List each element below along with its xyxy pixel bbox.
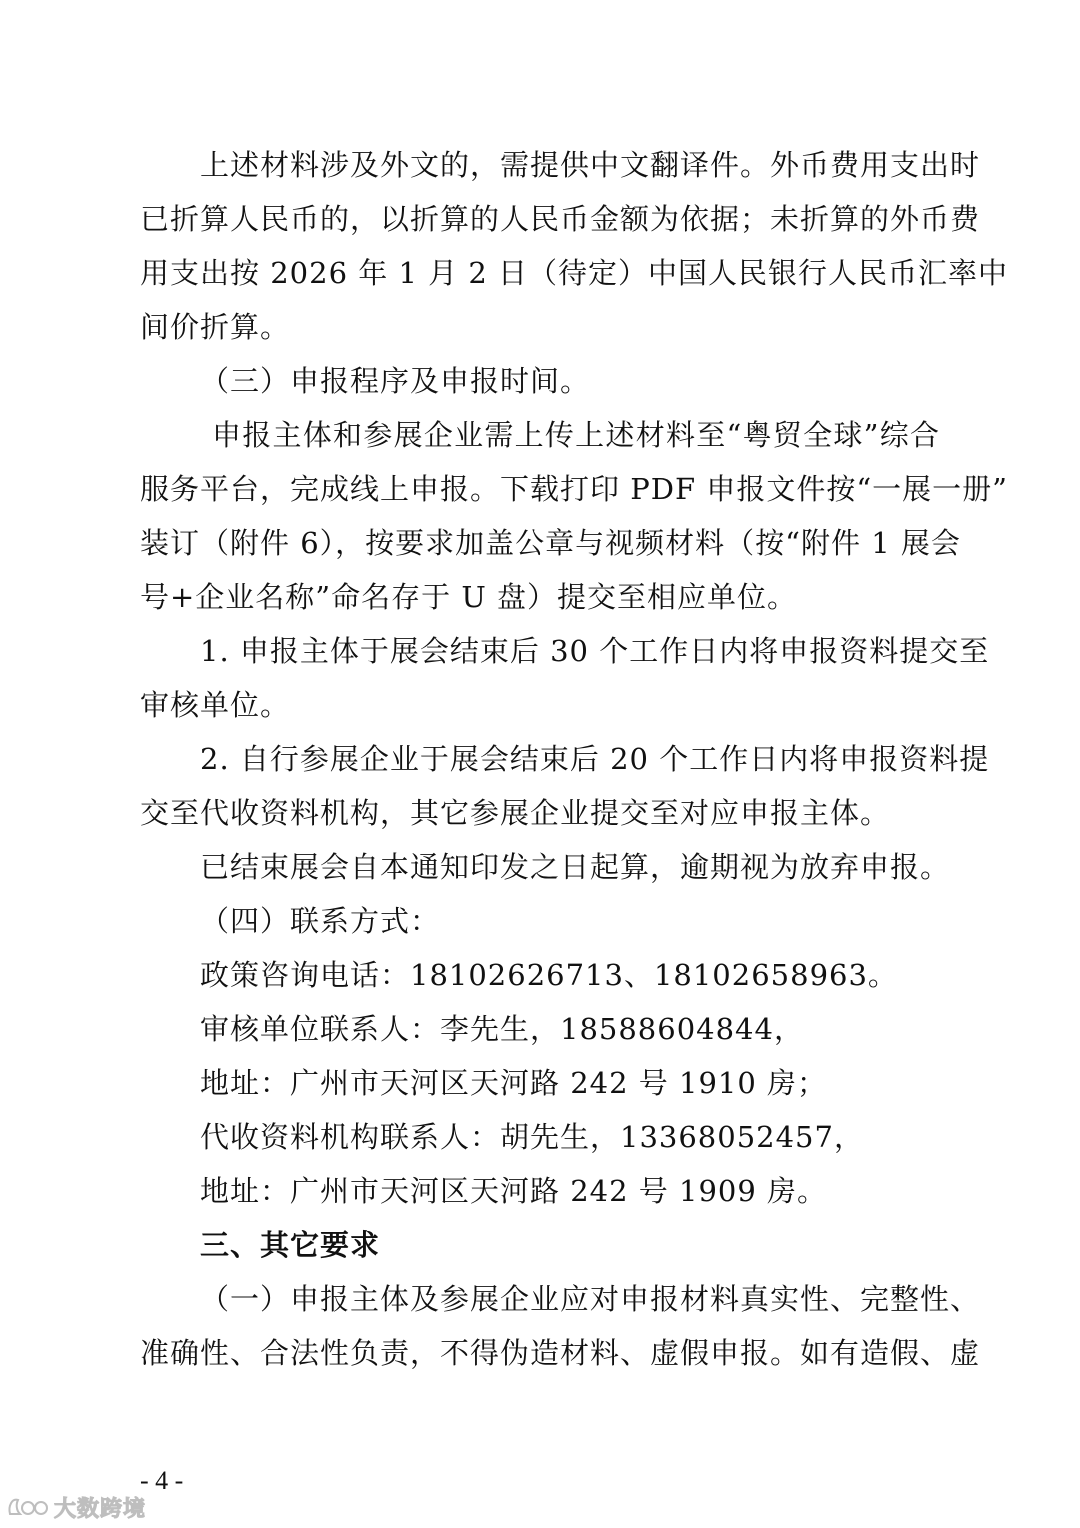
list-item: 2. 自行参展企业于展会结束后 20 个工作日内将申报资料提 [200, 742, 990, 776]
watermark-text: 大数跨境 [54, 1496, 147, 1522]
section-subheading: （四）联系方式： [200, 904, 441, 938]
contact-collection-agency: 代收资料机构联系人：胡先生，13368052457， [200, 1120, 864, 1154]
section-subheading: （三）申报程序及申报时间。 [200, 364, 591, 398]
list-item: 1. 申报主体于展会结束后 30 个工作日内将申报资料提交至 [200, 634, 990, 668]
paragraph-line: 装订（附件 6），按要求加盖公章与视频材料（按“附件 1 展会 [140, 526, 961, 560]
paragraph-line: 申报主体和参展企业需上传上述材料至“粤贸全球”综合 [212, 418, 940, 452]
paragraph-line: 已结束展会自本通知印发之日起算，逾期视为放弃申报。 [200, 850, 951, 884]
watermark-logo-icon [6, 1494, 50, 1520]
paragraph-line: 交至代收资料机构，其它参展企业提交至对应申报主体。 [140, 796, 891, 830]
page-number: - 4 - [140, 1466, 184, 1495]
paragraph-line: 间价折算。 [140, 310, 291, 344]
paragraph-line: 号+企业名称”命名存于 U 盘）提交至相应单位。 [140, 580, 798, 614]
watermark [6, 1492, 146, 1522]
section-heading: 三、其它要求 [200, 1228, 381, 1262]
contact-address: 地址：广州市天河区天河路 242 号 1910 房； [200, 1066, 828, 1100]
paragraph-line: 准确性、合法性负责，不得伪造材料、虚假申报。如有造假、虚 [140, 1336, 981, 1370]
contact-phone: 政策咨询电话：18102626713、18102658963。 [200, 958, 898, 992]
paragraph-line: 用支出按 2026 年 1 月 2 日（待定）中国人民银行人民币汇率中 [140, 256, 1009, 290]
contact-address: 地址：广州市天河区天河路 242 号 1909 房。 [200, 1174, 828, 1208]
paragraph-line: 已折算人民币的，以折算的人民币金额为依据；未折算的外币费 [140, 202, 981, 236]
paragraph-line: 服务平台，完成线上申报。下载打印 PDF 申报文件按“一展一册” [140, 472, 1008, 506]
contact-review-unit: 审核单位联系人：李先生，18588604844， [200, 1012, 804, 1046]
paragraph-line: （一）申报主体及参展企业应对申报材料真实性、完整性、 [200, 1282, 981, 1316]
paragraph-line: 审核单位。 [140, 688, 291, 722]
paragraph-line: 上述材料涉及外文的，需提供中文翻译件。外币费用支出时 [200, 148, 981, 182]
